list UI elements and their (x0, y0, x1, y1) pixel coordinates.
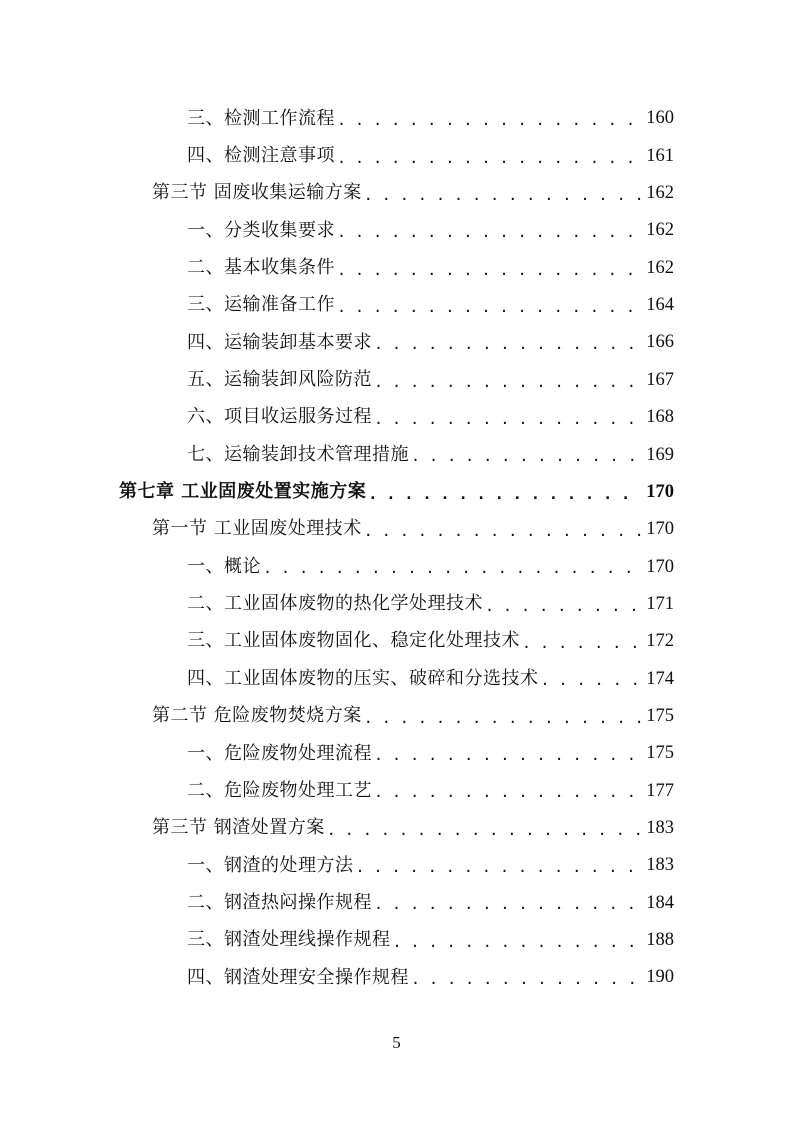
toc-entry-title: 一、分类收集要求 (187, 219, 335, 241)
toc-dot-leader (374, 748, 642, 763)
toc-entry-title: 六、项目收运服务过程 (187, 406, 372, 428)
toc-entry-title: 七、运输装卸技术管理措施 (187, 443, 409, 465)
toc-entry-title: 三、检测工作流程 (187, 107, 335, 129)
toc-dot-leader (337, 263, 642, 278)
toc-entry-title: 第三节 固废收集运输方案 (152, 182, 362, 204)
toc-entry[interactable] (0, 847, 793, 884)
toc-entry-title: 四、运输装卸基本要求 (187, 331, 372, 353)
toc-dot-leader (337, 113, 642, 128)
toc-entry-page: 164 (646, 295, 674, 316)
toc-dot-leader (541, 673, 643, 688)
toc-dot-leader (263, 561, 642, 576)
toc-entry-title: 一、危险废物处理流程 (187, 742, 372, 764)
toc-entry[interactable] (0, 100, 793, 137)
toc-entry-title: 第三节 钢渣处置方案 (152, 817, 325, 839)
toc-entry[interactable] (0, 959, 793, 996)
toc-entry-title: 第七章 工业固废处置实施方案 (119, 481, 367, 503)
toc-entry-title: 三、钢渣处理线操作规程 (187, 929, 391, 951)
toc-entry[interactable] (0, 660, 793, 697)
toc-entry-title: 四、检测注意事项 (187, 145, 335, 167)
toc-entry-title: 二、基本收集条件 (187, 257, 335, 279)
toc-entry[interactable] (0, 623, 793, 660)
toc-entry-page: 175 (646, 705, 674, 726)
toc-entry[interactable] (0, 810, 793, 847)
toc-entry-title: 第二节 危险废物焚烧方案 (152, 705, 362, 727)
toc-entry-title: 三、工业固体废物固化、稳定化处理技术 (187, 630, 520, 652)
toc-entry-page: 162 (646, 220, 674, 241)
toc-entry-page: 168 (646, 407, 674, 428)
toc-entry-title: 二、危险废物处理工艺 (187, 779, 372, 801)
toc-dot-leader (364, 524, 643, 539)
toc-entry-page: 160 (646, 108, 674, 129)
table-of-contents (0, 100, 793, 996)
toc-dot-leader (356, 860, 643, 875)
toc-chapter-entry[interactable] (0, 473, 793, 510)
toc-entry[interactable] (0, 548, 793, 585)
toc-dot-leader (374, 412, 642, 427)
toc-entry-title: 五、运输装卸风险防范 (187, 369, 372, 391)
toc-dot-leader (374, 375, 642, 390)
toc-entry-title: 第一节 工业固废处理技术 (152, 518, 362, 540)
toc-entry-page: 167 (646, 369, 674, 390)
toc-entry[interactable] (0, 922, 793, 959)
toc-entry[interactable] (0, 175, 793, 212)
toc-entry-page: 170 (646, 556, 674, 577)
toc-entry[interactable] (0, 212, 793, 249)
toc-entry[interactable] (0, 511, 793, 548)
toc-entry-page: 166 (646, 332, 674, 353)
toc-entry[interactable] (0, 884, 793, 921)
toc-entry-page: 188 (646, 929, 674, 950)
toc-dot-leader (374, 897, 642, 912)
toc-entry-title: 二、钢渣热闷操作规程 (187, 891, 372, 913)
toc-entry-page: 171 (646, 593, 674, 614)
toc-entry[interactable] (0, 436, 793, 473)
toc-dot-leader (364, 711, 643, 726)
toc-entry-page: 183 (646, 817, 674, 838)
toc-dot-leader (337, 225, 642, 240)
toc-dot-leader (411, 972, 642, 987)
toc-dot-leader (411, 449, 642, 464)
toc-entry[interactable] (0, 249, 793, 286)
toc-dot-leader (393, 935, 643, 950)
toc-dot-leader (337, 151, 642, 166)
toc-dot-leader (485, 599, 642, 614)
toc-entry-title: 一、概论 (187, 555, 261, 577)
toc-entry-page: 162 (646, 257, 674, 278)
toc-entry-page: 170 (646, 481, 674, 502)
toc-entry-page: 169 (646, 444, 674, 465)
toc-entry[interactable] (0, 287, 793, 324)
toc-entry-title: 四、钢渣处理安全操作规程 (187, 966, 409, 988)
toc-entry[interactable] (0, 361, 793, 398)
toc-entry-page: 184 (646, 892, 674, 913)
toc-entry[interactable] (0, 735, 793, 772)
toc-entry-page: 172 (646, 631, 674, 652)
toc-dot-leader (522, 636, 642, 651)
toc-dot-leader (368, 487, 642, 502)
toc-entry-page: 175 (646, 743, 674, 764)
toc-entry-page: 177 (646, 780, 674, 801)
toc-dot-leader (337, 300, 642, 315)
toc-entry[interactable] (0, 137, 793, 174)
toc-entry-page: 161 (646, 145, 674, 166)
toc-entry-title: 四、工业固体废物的压实、破碎和分选技术 (187, 667, 539, 689)
toc-dot-leader (364, 188, 643, 203)
toc-dot-leader (374, 785, 642, 800)
toc-entry-page: 174 (646, 668, 674, 689)
toc-entry-title: 一、钢渣的处理方法 (187, 854, 354, 876)
toc-dot-leader (374, 337, 642, 352)
toc-entry[interactable] (0, 772, 793, 809)
toc-dot-leader (327, 823, 643, 838)
toc-entry[interactable] (0, 399, 793, 436)
page-number: 5 (392, 1033, 401, 1052)
toc-entry-page: 183 (646, 855, 674, 876)
toc-entry-page: 170 (646, 519, 674, 540)
toc-entry[interactable] (0, 698, 793, 735)
toc-entry[interactable] (0, 585, 793, 622)
toc-entry-title: 二、工业固体废物的热化学处理技术 (187, 593, 483, 615)
toc-entry-page: 190 (646, 967, 674, 988)
toc-entry-title: 三、运输准备工作 (187, 294, 335, 316)
toc-entry[interactable] (0, 324, 793, 361)
toc-entry-page: 162 (646, 183, 674, 204)
